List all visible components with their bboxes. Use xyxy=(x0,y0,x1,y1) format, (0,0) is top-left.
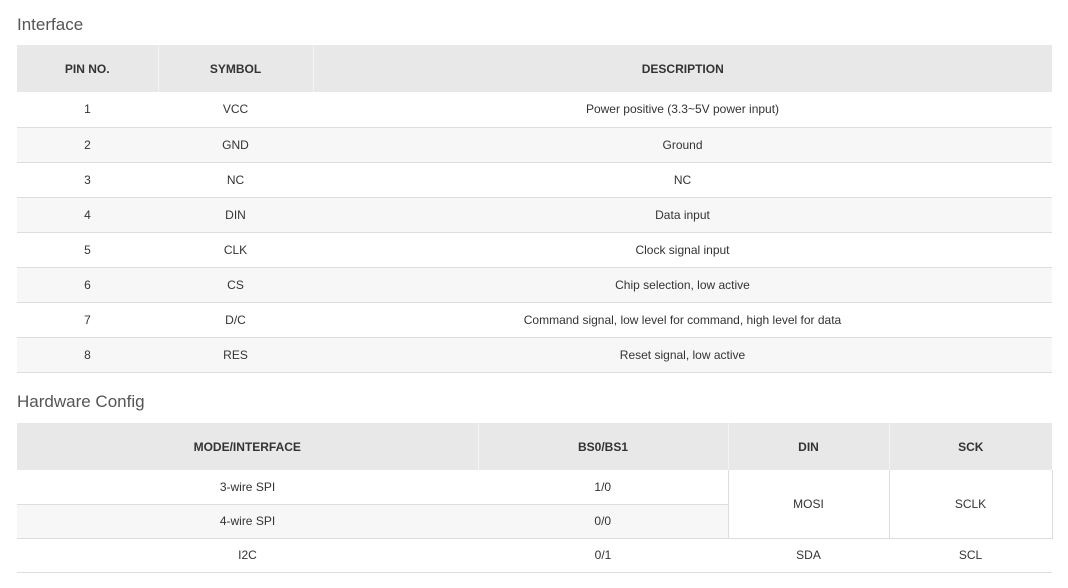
din-cell: SDA xyxy=(728,538,889,572)
symbol-cell: NC xyxy=(158,162,313,197)
mode-cell: 4-wire SPI xyxy=(17,504,478,538)
table-row xyxy=(17,162,1052,197)
hardware-config-table xyxy=(17,423,1053,573)
symbol-cell: CLK xyxy=(158,232,313,267)
header-description: DESCRIPTION xyxy=(313,45,1052,92)
pin-number-cell: 5 xyxy=(17,232,158,267)
description-cell: Chip selection, low active xyxy=(313,267,1052,302)
bs-cell: 0/1 xyxy=(478,538,728,572)
interface-section-title: Interface xyxy=(17,15,84,34)
pin-number-cell: 2 xyxy=(17,127,158,162)
header-din: DIN xyxy=(728,423,889,470)
symbol-cell: D/C xyxy=(158,302,313,337)
table-row xyxy=(17,127,1052,162)
header-sck: SCK xyxy=(889,423,1052,470)
description-cell: NC xyxy=(313,162,1052,197)
pin-number-cell: 7 xyxy=(17,302,158,337)
mode-cell: 3-wire SPI xyxy=(17,470,478,504)
pin-number-cell: 1 xyxy=(17,92,158,127)
table-row xyxy=(17,267,1052,302)
pin-number-cell: 8 xyxy=(17,337,158,372)
mode-cell: I2C xyxy=(17,538,478,572)
table-row xyxy=(17,470,1052,504)
description-cell: Command signal, low level for command, high level for data xyxy=(313,302,1052,337)
description-cell: Power positive (3.3~5V power input) xyxy=(313,92,1052,127)
symbol-cell: CS xyxy=(158,267,313,302)
header-mode-interface: MODE/INTERFACE xyxy=(17,423,478,470)
table-header-row xyxy=(17,423,1052,470)
spi-din-cell: MOSI xyxy=(728,470,889,538)
header-symbol: SYMBOL xyxy=(158,45,313,92)
sck-cell: SCL xyxy=(889,538,1052,572)
hardware-config-section-title: Hardware Config xyxy=(17,392,145,411)
pin-number-cell: 3 xyxy=(17,162,158,197)
table-row xyxy=(17,337,1052,372)
bs-cell: 0/0 xyxy=(478,504,728,538)
spi-sck-cell: SCLK xyxy=(889,470,1052,538)
table-row xyxy=(17,302,1052,337)
table-row xyxy=(17,197,1052,232)
interface-pin-table xyxy=(17,45,1052,373)
symbol-cell: VCC xyxy=(158,92,313,127)
description-cell: Clock signal input xyxy=(313,232,1052,267)
pin-number-cell: 6 xyxy=(17,267,158,302)
header-bs0-bs1: BS0/BS1 xyxy=(478,423,728,470)
pin-number-cell: 4 xyxy=(17,197,158,232)
table-header-row xyxy=(17,45,1052,92)
bs-cell: 1/0 xyxy=(478,470,728,504)
description-cell: Reset signal, low active xyxy=(313,337,1052,372)
symbol-cell: RES xyxy=(158,337,313,372)
description-cell: Ground xyxy=(313,127,1052,162)
table-row xyxy=(17,538,1052,572)
table-row xyxy=(17,232,1052,267)
header-pin-no: PIN NO. xyxy=(17,45,158,92)
description-cell: Data input xyxy=(313,197,1052,232)
table-row xyxy=(17,92,1052,127)
symbol-cell: GND xyxy=(158,127,313,162)
symbol-cell: DIN xyxy=(158,197,313,232)
